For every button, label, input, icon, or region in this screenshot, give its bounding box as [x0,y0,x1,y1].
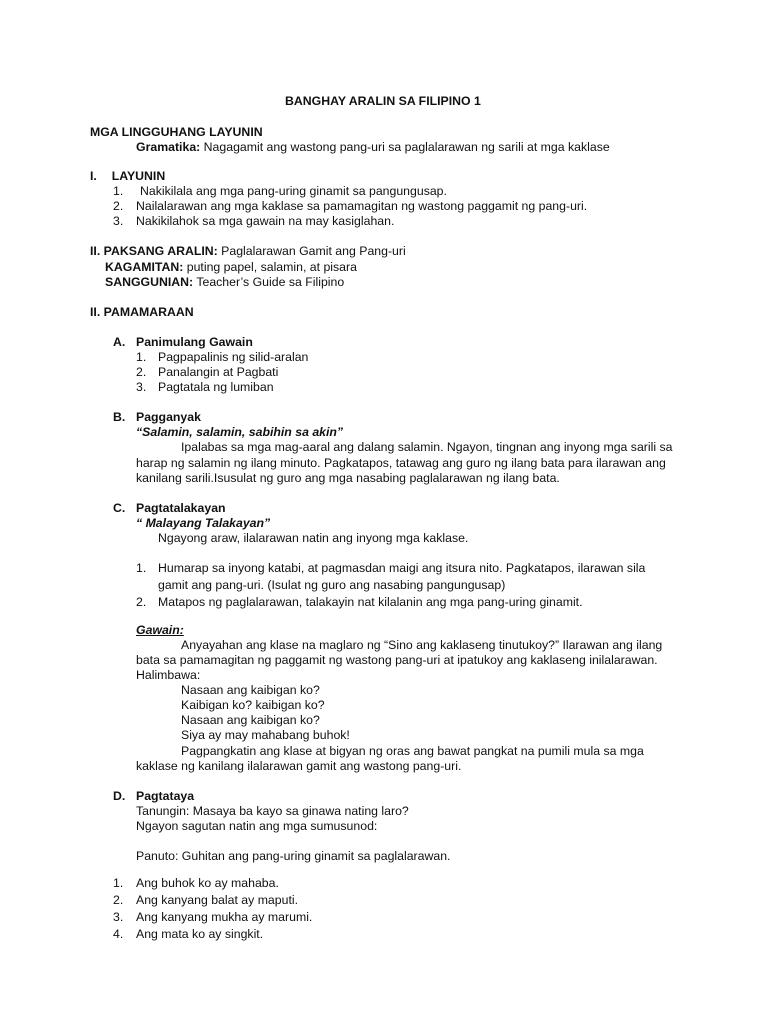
example-line: Nasaan ang kaibigan ko? [181,683,320,697]
sanggunian-label: SANGGUNIAN: [105,275,194,289]
activity-number: 2. [136,365,147,379]
kagamitan-line [105,260,357,275]
section-1-title: LAYUNIN [111,169,166,183]
pagtataya-line: Ngayon sagutan natin ang mga sumusunod: [136,819,378,833]
question-item: Ang kanyang balat ay maputi. [136,893,299,907]
talakayan-intro: Ngayong araw, ilalarawan natin ang inyong mga kaklase. [158,531,469,545]
pagganyak-paragraph-line: harap ng salamin ng ilang minuto. Pagkatapos, tatawag ang guro ng ilang bata para ilarawan ang [136,456,666,470]
example-line: Kaibigan ko? kaibigan ko? [181,698,325,712]
document-title: BANGHAY ARALIN SA FILIPINO 1 [285,94,481,108]
sanggunian-text: Teacher’s Guide sa Filipino [193,275,345,289]
activity-item: Pagpapalinis ng silid-aralan [158,350,309,364]
objective-number: 2. [113,199,124,213]
kagamitan-label: KAGAMITAN: [105,260,184,274]
pagganyak-paragraph-line: kanilang sarili.Isusulat ng guro ang mga nasabing paglalarawan ng ilang bata. [136,471,560,485]
pagtataya-line: Tanungin: Masaya ba kayo sa ginawa nating laro? [136,804,409,818]
section-1-heading [90,169,165,184]
objective-number: 1. [113,184,124,198]
question-number: 2. [113,893,124,907]
question-item: Ang mata ko ay singkit. [136,927,264,941]
activity-number: 3. [136,380,147,394]
weekly-objectives-heading: MGA LINGGUHANG LAYUNIN [90,125,263,139]
objective-item: Nailalarawan ang mga kaklase sa pamamagitan ng wastong paggamit ng pang-uri. [136,199,588,213]
gawain-label: Gawain: [136,623,184,637]
gramatika-text: Nagagamit ang wastong pang-uri sa paglalarawan ng sarili at mga kaklase [200,140,610,154]
subsection-c-title: Pagtatalakayan [136,501,226,515]
discussion-number: 2. [136,595,147,609]
example-line: Nasaan ang kaibigan ko? [181,713,320,727]
discussion-item-line: Matapos ng paglalarawan, talakayin nat kilalanin ang mga pang-uring ginamit. [158,595,583,609]
halimbawa-label: Halimbawa: [136,668,201,682]
objective-item: Nakikilala ang mga pang-uring ginamit sa pangungusap. [140,184,447,198]
question-item: Ang buhok ko ay mahaba. [136,876,279,890]
question-item: Ang kanyang mukha ay marumi. [136,910,313,924]
subsection-b-title: Pagganyak [136,410,201,424]
question-number: 3. [113,910,124,924]
objective-number: 3. [113,214,124,228]
subsection-a-letter: A. [113,335,126,349]
activity-item: Panalangin at Pagbati [158,365,279,379]
kagamitan-text: puting papel, salamin, at pisara [183,260,357,274]
subsection-a-title: Panimulang Gawain [136,335,253,349]
sanggunian-line [105,275,344,290]
discussion-item-line: gamit ang pang-uri. (Isulat ng guro ang nasabing pangungusap) [158,578,506,592]
discussion-item-line: Humarap sa inyong katabi, at pagmasdan maigi ang itsura nito. Pagkatapos, ilarawan sila [158,561,646,575]
gramatika-label: Gramatika: [136,140,201,154]
subsection-c-letter: C. [113,501,126,515]
subsection-d-title: Pagtataya [136,789,195,803]
example-line: Siya ay may mahabang buhok! [181,728,350,742]
closing-line: Pagpangkatin ang klase at bigyan ng oras ang bawat pangkat na pumili mula sa mga [181,744,644,758]
paksa-label: II. PAKSANG ARALIN: [90,244,218,258]
activity-item: Pagtatala ng lumiban [158,380,274,394]
question-number: 4. [113,927,124,941]
activity-number: 1. [136,350,147,364]
section-1-numeral: I. [90,169,97,183]
pamamaraan-heading: II. PAMAMARAAN [90,305,194,319]
closing-line: kaklase ng kanilang ilalarawan gamit ang wastong pang-uri. [136,759,462,773]
gramatika-line [136,140,610,155]
gawain-line: bata sa pamamagitan ng paggamit ng wastong pang-uri at ipatukoy ang kaklaseng inilalarawan. [136,653,658,667]
paksa-text: Paglalarawan Gamit ang Pang-uri [217,244,406,258]
paksa-line [90,244,406,259]
subsection-b-letter: B. [113,410,126,424]
panuto-line: Panuto: Guhitan ang pang-uring ginamit sa paglalarawan. [136,849,451,863]
gawain-line: Anyayahan ang klase na maglaro ng “Sino ang kaklaseng tinutukoy?” Ilarawan ang ilang [181,638,663,652]
subsection-d-letter: D. [113,789,126,803]
pagganyak-quote: “Salamin, salamin, sabihin sa akin” [136,425,344,439]
pagganyak-paragraph-line: Ipalabas sa mga mag-aaral ang dalang salamin. Ngayon, tingnan ang inyong mga sarili sa [181,440,673,454]
talakayan-quote: “ Malayang Talakayan” [136,516,271,530]
discussion-number: 1. [136,561,147,575]
objective-item: Nakikilahok sa mga gawain na may kasiglahan. [136,214,395,228]
question-number: 1. [113,876,124,890]
